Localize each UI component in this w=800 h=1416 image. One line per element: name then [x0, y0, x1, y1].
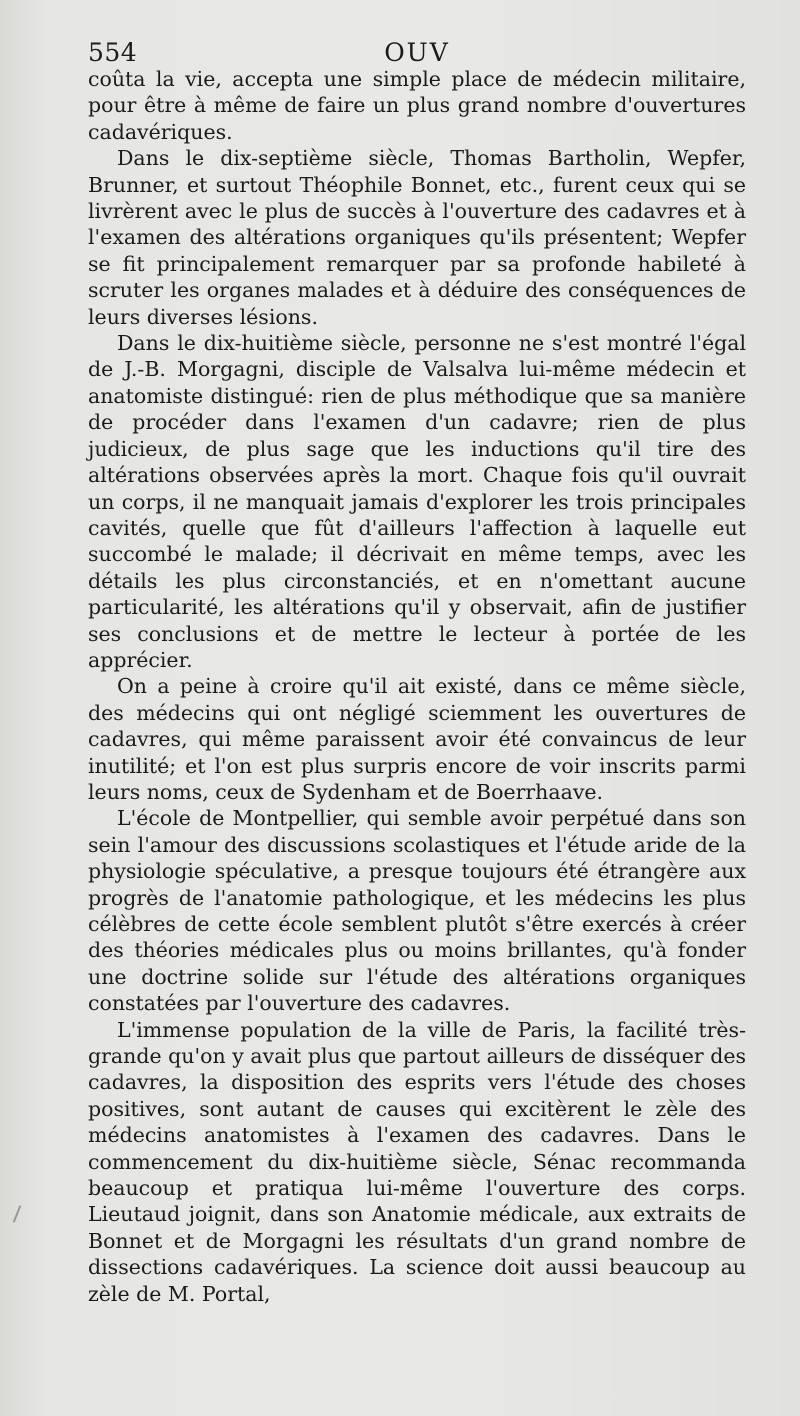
running-head: OUV [384, 38, 450, 67]
page-number: 554 [88, 38, 138, 67]
paragraph-eighteenth-century: Dans le dix-huitième siècle, personne ne s'est montré l'égal de J.-B. Morgagni, disciple de Valsalva lui-même médecin et anatomiste distingué: rien de plus méthodique que sa manière de procéder dans l'examen d'un cadavre; rien de plus judicieux, de plus sage que les inductions qu'il tire des altérations observées après la mort. Chaque fois qu'il ouvrait un corps, il ne manquait jamais d'explorer les trois principales cavités, quelle que fût d'ailleurs l'affection à laquelle eut succombé le malade; il décrivait en même temps, avec les détails les plus circonstanciés, et en n'omettant aucune particularité, les altérations qu'il y observait, afin de justifier ses conclusions et de mettre le lecteur à portée de les apprécier. [88, 331, 746, 672]
body-text [88, 66, 746, 1307]
paragraph-paris-population: L'immense population de la ville de Paris, la facilité très-grande qu'on y avait plus que partout ailleurs de disséquer des cadavres, la disposition des esprits vers l'étude des choses positives, sont autant de causes qui excitèrent le zèle des médecins anatomistes à l'examen des cadavres. Dans le commencement du dix-huitième siècle, Sénac recommanda beaucoup et pratiqua lui-même l'ouverture des corps. Lieutaud joignit, dans son Anatomie médicale, aux extraits de Bonnet et de Morgagni les résultats d'un grand nombre de dissections cadavériques. La science doit aussi beaucoup au zèle de M. Portal, [88, 1017, 746, 1306]
paragraph-negligent-physicians: On a peine à croire qu'il ait existé, dans ce même siècle, des médecins qui ont négligé sciemment les ouvertures de cadavres, qui même paraissent avoir été convaincus de leur inutilité; et l'on est plus surpris encore de voir inscrits parmi leurs noms, ceux de Sydenham et de Boerrhaave. [88, 674, 746, 804]
margin-mark [13, 1205, 22, 1222]
paragraph-montpellier-school: L'école de Montpellier, qui semble avoir perpétué dans son sein l'amour des discussions scolastiques et l'étude aride de la physiologie spéculative, a presque toujours été étrangère aux progrès de l'anatomie pathologique, et les médecins les plus célèbres de cette école semblent plutôt s'être exercés à créer des théories médicales plus ou moins brillantes, qu'à fonder une doctrine solide sur l'étude des altérations organiques constatées par l'ouverture des cadavres. [88, 806, 746, 1016]
paragraph-continuation: coûta la vie, accepta une simple place de médecin militaire, pour être à même de faire un plus grand nombre d'ouvertures cadavériques. [88, 67, 746, 144]
paragraph-seventeenth-century: Dans le dix-septième siècle, Thomas Bartholin, Wepfer, Brunner, et surtout Théophile Bonnet, etc., furent ceux qui se livrèrent avec le plus de succès à l'ouverture des cadavres et à l'examen des altérations organiques qu'ils présentent; Wepfer se fit principalement remarquer par sa profonde habileté à scruter les organes malades et à déduire des conséquences de leurs diverses lésions. [88, 146, 746, 329]
